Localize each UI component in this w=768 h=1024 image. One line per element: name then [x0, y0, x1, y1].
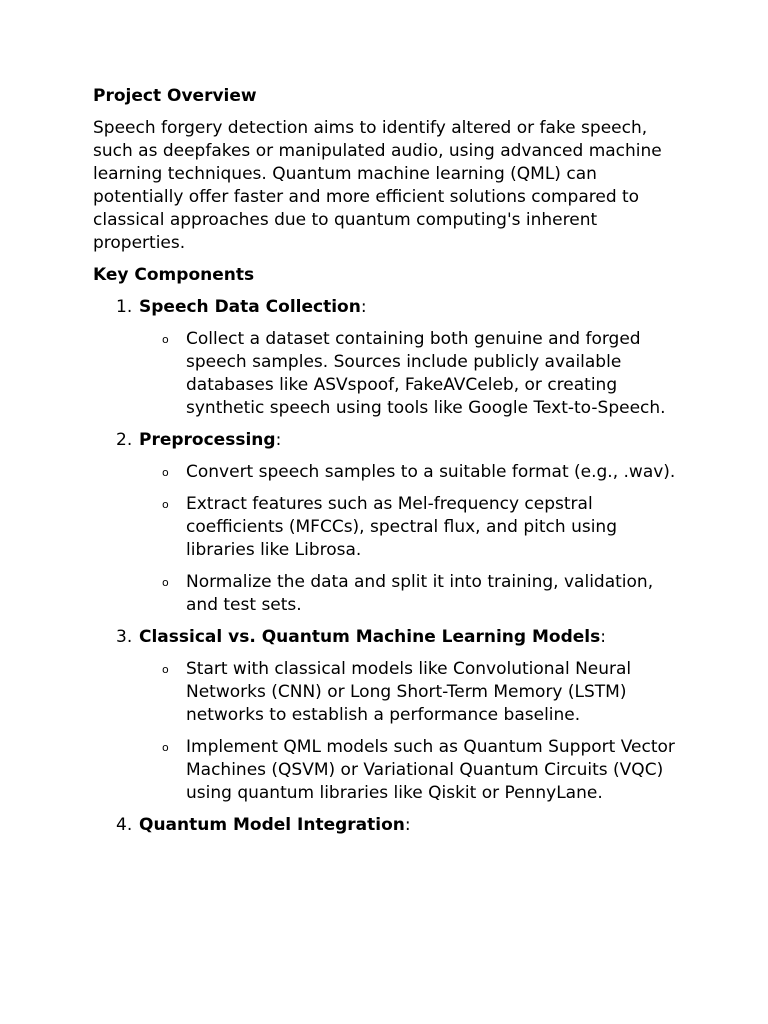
bullet-icon: o [162, 663, 169, 676]
bullet-list [93, 328, 683, 420]
list-number: 1. [116, 297, 133, 317]
section-heading-project-overview: Project Overview [93, 86, 257, 106]
component-section-classical-vs-quantum-models [93, 626, 683, 805]
component-colon: : [404, 815, 411, 835]
bullet-text: Implement QML models such as Quantum Support Vector Machines (QSVM) or Variational Quantum Circuits (VQC) using quantum libraries like Qiskit or PennyLane. [186, 737, 675, 803]
bullet-icon: o [162, 498, 169, 511]
list-number: 3. [116, 627, 133, 647]
component-title [93, 429, 683, 452]
list-number: 2. [116, 430, 133, 450]
list-item [93, 658, 683, 727]
bullet-text: Collect a dataset containing both genuine and forged speech samples. Sources include publicly available databases like ASVspoof, FakeAVCeleb, or creating synthetic speech using tools like Google Text-to-Speech. [186, 329, 666, 418]
bullet-text: Convert speech samples to a suitable format (e.g., .wav). [186, 462, 676, 482]
list-item [93, 736, 683, 805]
list-number: 4. [116, 815, 133, 835]
bullet-list [93, 461, 683, 617]
bullet-text: Normalize the data and split it into training, validation, and test sets. [186, 572, 654, 615]
bullet-icon: o [162, 466, 169, 479]
component-colon: : [600, 627, 606, 647]
document-page [93, 85, 683, 846]
component-name: Classical vs. Quantum Machine Learning Models [139, 627, 601, 647]
component-section-speech-data-collection [93, 296, 683, 420]
list-item [93, 571, 683, 617]
bullet-text: Start with classical models like Convolutional Neural Networks (CNN) or Long Short-Term Memory (LSTM) networks to establish a performance baseline. [186, 659, 632, 725]
bullet-text: Extract features such as Mel-frequency cepstral coefficients (MFCCs), spectral flux, and pitch using libraries like Librosa. [186, 494, 618, 560]
list-item [93, 328, 683, 420]
bullet-icon: o [162, 741, 169, 754]
overview-paragraph: Speech forgery detection aims to identify altered or fake speech, such as deepfakes or manipulated audio, using advanced machine learning techniques. Quantum machine learning (QML) can potentially offer faster and more efficient solutions compared to classical approaches due to quantum computing's inherent properties. [93, 118, 662, 253]
bullet-icon: o [162, 333, 169, 346]
section-heading-key-components: Key Components [93, 265, 255, 285]
list-item [93, 461, 683, 484]
bullet-icon: o [162, 576, 169, 589]
component-name: Preprocessing [139, 430, 276, 450]
component-title [93, 814, 683, 837]
component-title [93, 626, 683, 649]
component-colon: : [275, 430, 282, 450]
component-section-quantum-model-integration [93, 814, 683, 837]
bullet-list [93, 658, 683, 805]
list-item [93, 493, 683, 562]
component-title [93, 296, 683, 319]
component-name: Speech Data Collection [139, 297, 361, 317]
component-colon: : [360, 297, 367, 317]
component-name: Quantum Model Integration [139, 815, 405, 835]
component-section-preprocessing [93, 429, 683, 617]
